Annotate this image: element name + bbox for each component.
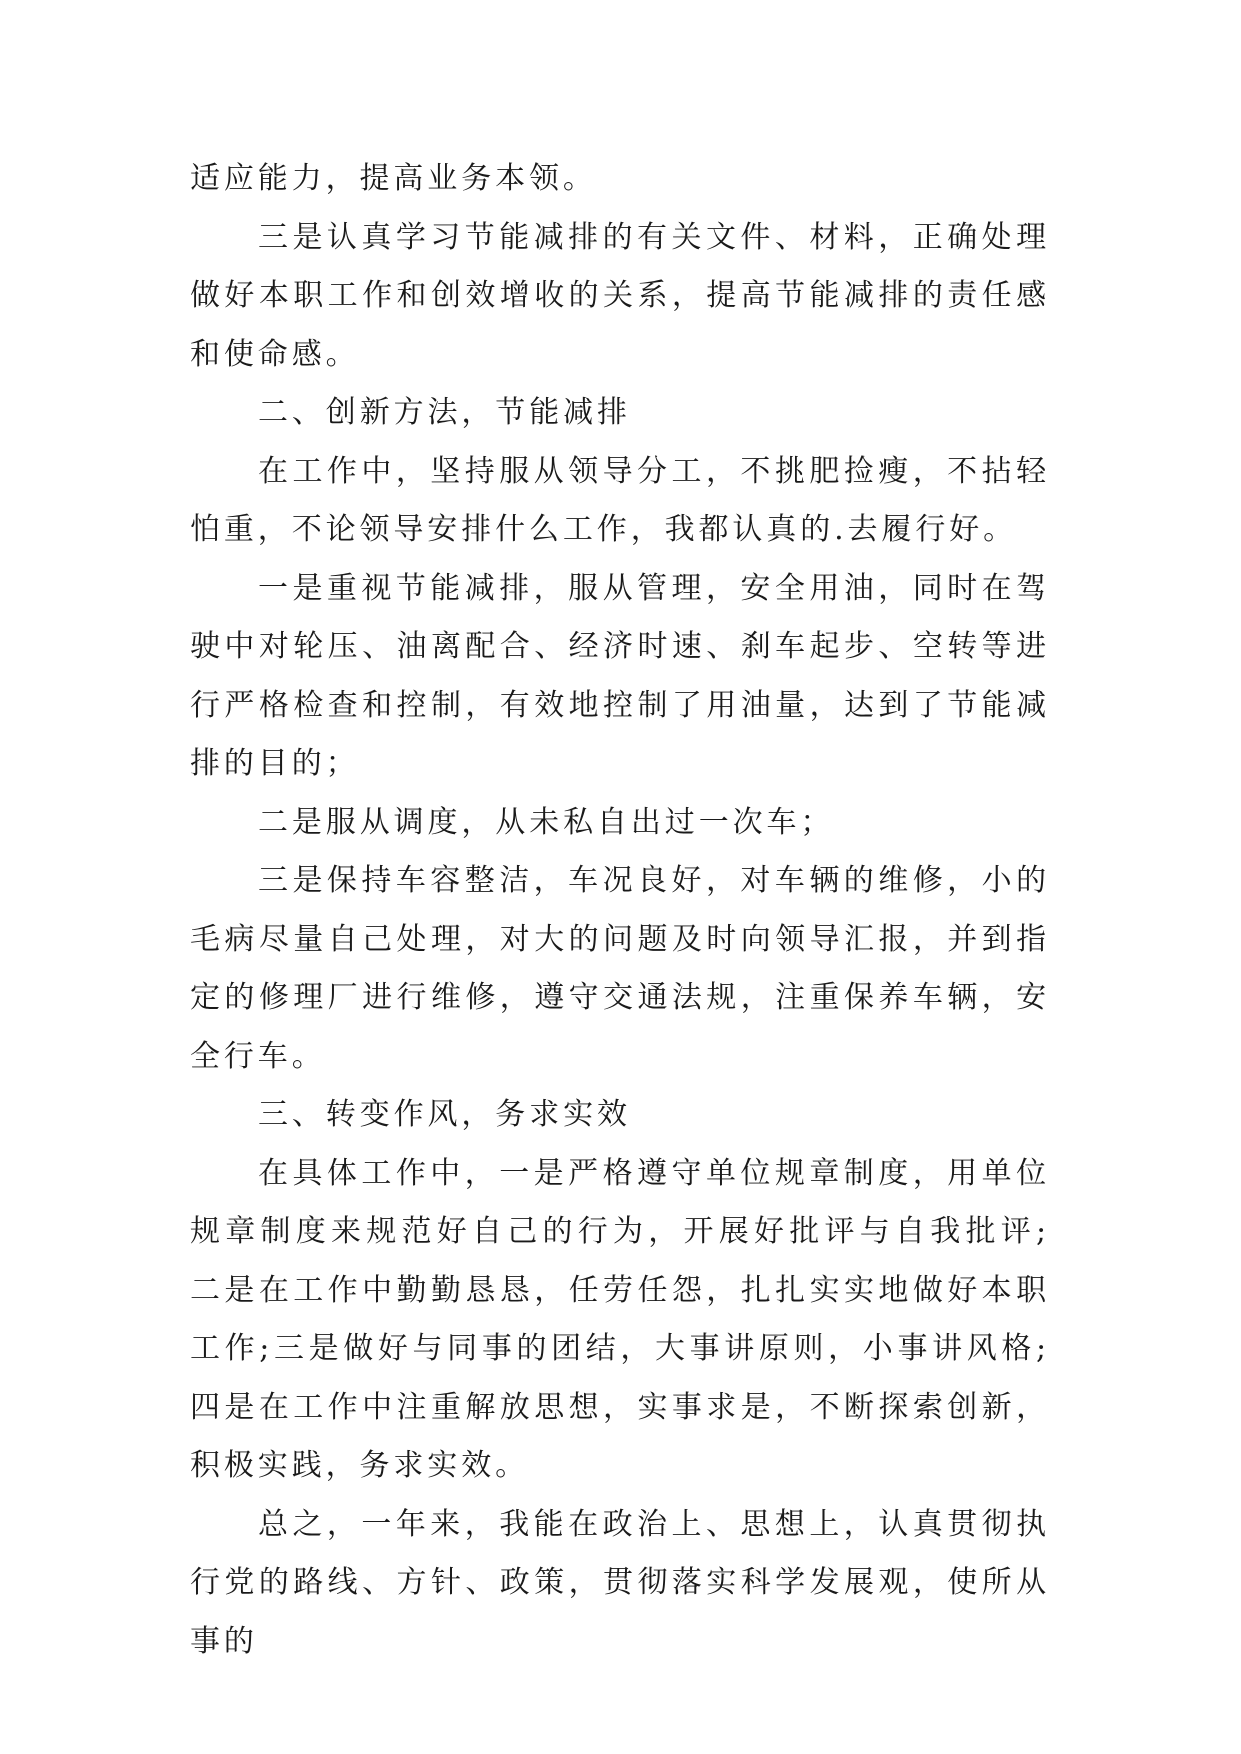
paragraph: 一是重视节能减排，服从管理，安全用油，同时在驾驶中对轮压、油离配合、经济时速、刹车起步、空转等进行严格检查和控制，有效地控制了用油量，达到了节能减排的目的； [190,570,1050,781]
document-body [190,150,1050,1671]
section-heading: 二、创新方法，节能减排 [258,395,631,430]
paragraph-continuation: 适应能力，提高业务本领。 [190,161,597,196]
paragraph: 在具体工作中，一是严格遵守单位规章制度，用单位规章制度来规范好自己的行为，开展好批评与自我批评;二是在工作中勤勤恳恳，任劳任怨，扎扎实实地做好本职工作;三是做好与同事的团结，大事讲原则，小事讲风格;四是在工作中注重解放思想，实事求是，不断探索创新，积极实践，务求实效。 [190,1155,1050,1483]
paragraph: 总之，一年来，我能在政治上、思想上，认真贯彻执行党的路线、方针、政策，贯彻落实科学发展观，使所从事的 [190,1506,1050,1659]
paragraph: 三是保持车容整洁，车况良好，对车辆的维修，小的毛病尽量自己处理，对大的问题及时向领导汇报，并到指定的修理厂进行维修，遵守交通法规，注重保养车辆，安全行车。 [190,863,1050,1074]
paragraph: 二是服从调度，从未私自出过一次车； [258,804,835,840]
section-heading: 三、转变作风，务求实效 [258,1097,631,1132]
paragraph: 三是认真学习节能减排的有关文件、材料，正确处理做好本职工作和创效增收的关系，提高节能减排的责任感和使命感。 [190,219,1050,372]
paragraph: 在工作中，坚持服从领导分工，不挑肥捡瘦，不拈轻怕重，不论领导安排什么工作，我都认真的.去履行好。 [190,453,1050,547]
